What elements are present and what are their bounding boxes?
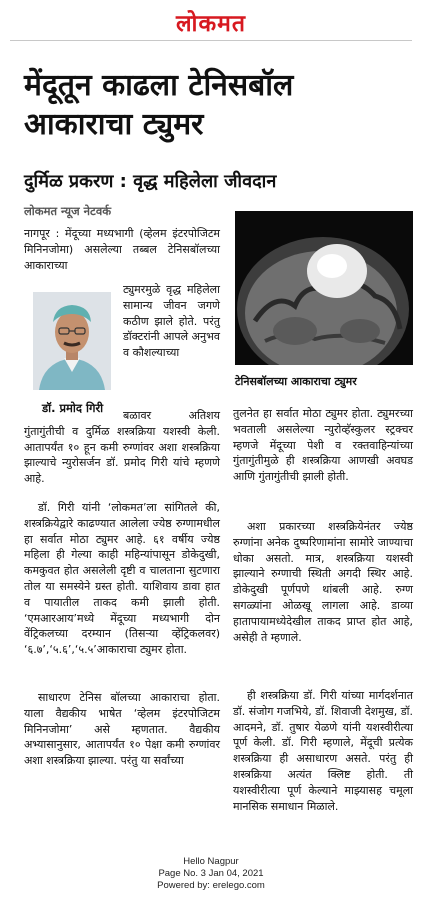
article-paragraph-2: डॉ. गिरी यांनी ‘लोकमत’ला सांगितले की, शस्त्रक्रियेद्वारे काढण्यात आलेला ज्येष्ठ रुग्णामधील हा सर्वात मोठा ट्युमर आहे. ६१ वर्षीय ज्येष्ठ महिला ही गेल्या काही महिन्यांपासून डोकेदुखी, कमकुवत होत असलेली दृष्टी व चालताना सुटणारा तोल या समस्येने ग्रस्त होती. याशिवाय डावा हात व पायातील ताकद कमी झाली होती. ‘एमआरआय’मध्ये मेंदूच्या मध्यभागी दोन वेंट्रिकलच्या दरम्यान (तिसऱ्या व्हेंट्रिकलवर) ‘६.७’,‘५.६’,‘५.५’आकाराचा ट्युमर होता. xyxy=(24,501,220,657)
lead-paragraph-wrap: ट्युमरमुळे वृद्ध महिलेला सामान्य जीवन जगणे कठीण झाले होते. परंतु डॉक्टरांनी आपले अनुभव व कौशल्याच्या xyxy=(123,283,220,360)
article-paragraph-5: अशा प्रकारच्या शस्त्रक्रियेनंतर ज्येष्ठ रुग्णांना अनेक दुष्परिणामांना सामोरे जाण्याचा धोका असतो. मात्र, शस्त्रक्रिया यशस्वी झाल्याने रुग्णाची स्थिती अगदी स्थिर आहे. डोकेदुखी पूर्णपणे थांबली आहे. रुग्ण सगळ्यांना ओळखू लागला आहे. डाव्या हातापायामध्येदेखील ताकद प्राप्त होत आहे, असेही ते म्हणाले. xyxy=(233,520,413,644)
article-subheadline: दुर्मिळ प्रकरण : वृद्ध महिलेला जीवदान xyxy=(24,171,277,192)
article-paragraph-6: ही शस्त्रक्रिया डॉ. गिरी यांच्या मार्गदर्शनात डॉ. संजोग गजभिये, डॉ. शिवाजी देशमुख, डॉ. आदमने, डॉ. तुषार येळणे यांनी यशस्वीरीत्या पूर्ण केली. डॉ. गिरी म्हणाले, मेंदूची प्रत्येक शस्त्रक्रिया ही असाधारण असते. परंतु ही शस्त्रक्रिया अत्यंत क्लिष्ट होती. ती यशस्वीरीत्या पूर्ण केल्याने माझ्यासह चमूला मानसिक समाधान मिळाले. xyxy=(233,689,413,813)
photo-caption: टेनिसबॉलच्या आकाराचा ट्युमर xyxy=(235,375,357,388)
masthead-divider xyxy=(10,40,412,41)
doctor-portrait xyxy=(33,292,111,390)
article-headline: मेंदूतून काढला टेनिसबॉल आकाराचा ट्युमर xyxy=(24,68,294,142)
masthead-logo: लोकमत xyxy=(175,10,247,37)
article-paragraph-3: साधारण टेनिस बॉलच्या आकाराचा होता. याला वैद्यकीय भाषेत ‘व्हेलम इंटरपोजिटम मिनिनजोमा’ असे म्हणतात. वैद्यकीय अभ्यासानुसार, आतापर्यंत १० पेक्षा कमी रुग्णांवर अशा शस्त्रक्रिया झाल्या. परंतु या सर्वांच्या xyxy=(24,691,220,768)
mri-scan-image xyxy=(235,211,413,365)
lead-paragraph-bottom: बळावर अतिशय गुंतागुंतीची व दुर्मिळ शस्त्रक्रिया यशस्वी केली. आतापर्यंत १० हून कमी रुग्णांवर अशा शस्त्रक्रिया झाल्याचे न्युरोसर्जन डॉ. प्रमोद गिरी यांचे म्हणणे आहे. xyxy=(24,409,220,486)
article-byline: लोकमत न्यूज नेटवर्क xyxy=(24,204,112,218)
portrait-caption: डॉ. प्रमोद गिरी xyxy=(42,401,104,415)
page-footer xyxy=(0,856,422,892)
lead-paragraph-top: नागपूर : मेंदूच्या मध्यभागी (व्हेलम इंटरपोजिटम मिनिनजोमा) असलेल्या तब्बल टेनिसबॉलच्या आकाराच्या xyxy=(24,227,220,272)
footer-powered-by: Powered by: erelego.com xyxy=(157,880,265,891)
footer-page-date: Page No. 3 Jan 04, 2021 xyxy=(158,868,264,879)
footer-edition: Hello Nagpur xyxy=(183,856,239,867)
article-paragraph-4: तुलनेत हा सर्वात मोठा ट्युमर होता. ट्युमरच्या भवताली असलेल्या न्युरोव्हॅस्कुलर स्ट्रक्चर म्हणजे मेंदूच्या पेशी व रक्तवाहिन्यांच्या गुंतागुंतीमुळे ही शस्त्रक्रिया आणखी अवघड आणि गुंतागुंतीची झाली होती. xyxy=(233,407,413,484)
